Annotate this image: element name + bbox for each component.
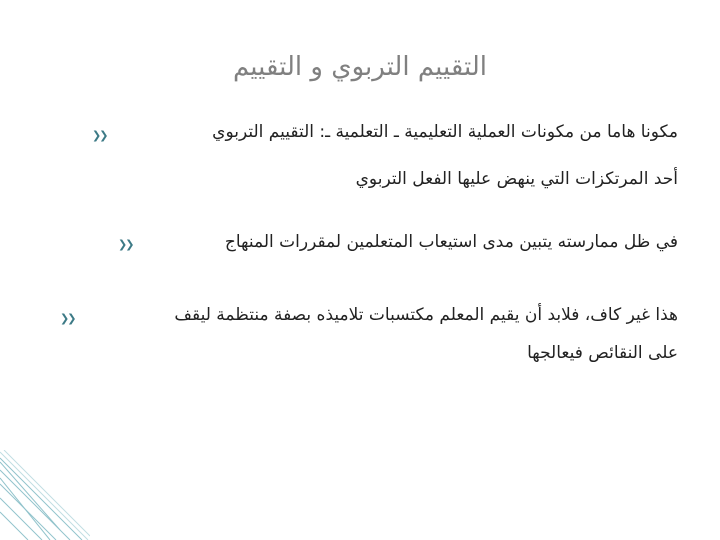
bullet-1-line-2: أحد المرتكزات التي ينهض عليها الفعل التربوي [355, 169, 678, 189]
bullet-1-line-1: مكونا هاما من مكونات العملية التعليمية ـ التعلمية ـ: التقييم التربوي [212, 122, 678, 142]
corner-decoration [0, 450, 90, 540]
bullet-3-line-2: على النقائص فيعالجها [527, 343, 678, 363]
double-chevron-right-icon: ❯❯ [60, 312, 75, 325]
bullet-2-line-1: في ظل ممارسته يتبين مدى استيعاب المتعلمين لمقررات المنهاج [224, 232, 678, 252]
slide-title: التقييم التربوي و التقييم [233, 52, 487, 82]
double-chevron-right-icon: ❯❯ [92, 129, 107, 142]
double-chevron-right-icon: ❯❯ [118, 238, 133, 251]
bullet-3-line-1: هذا غير كاف، فلابد أن يقيم المعلم مكتسبات تلاميذه بصفة منتظمة ليقف [174, 305, 678, 325]
